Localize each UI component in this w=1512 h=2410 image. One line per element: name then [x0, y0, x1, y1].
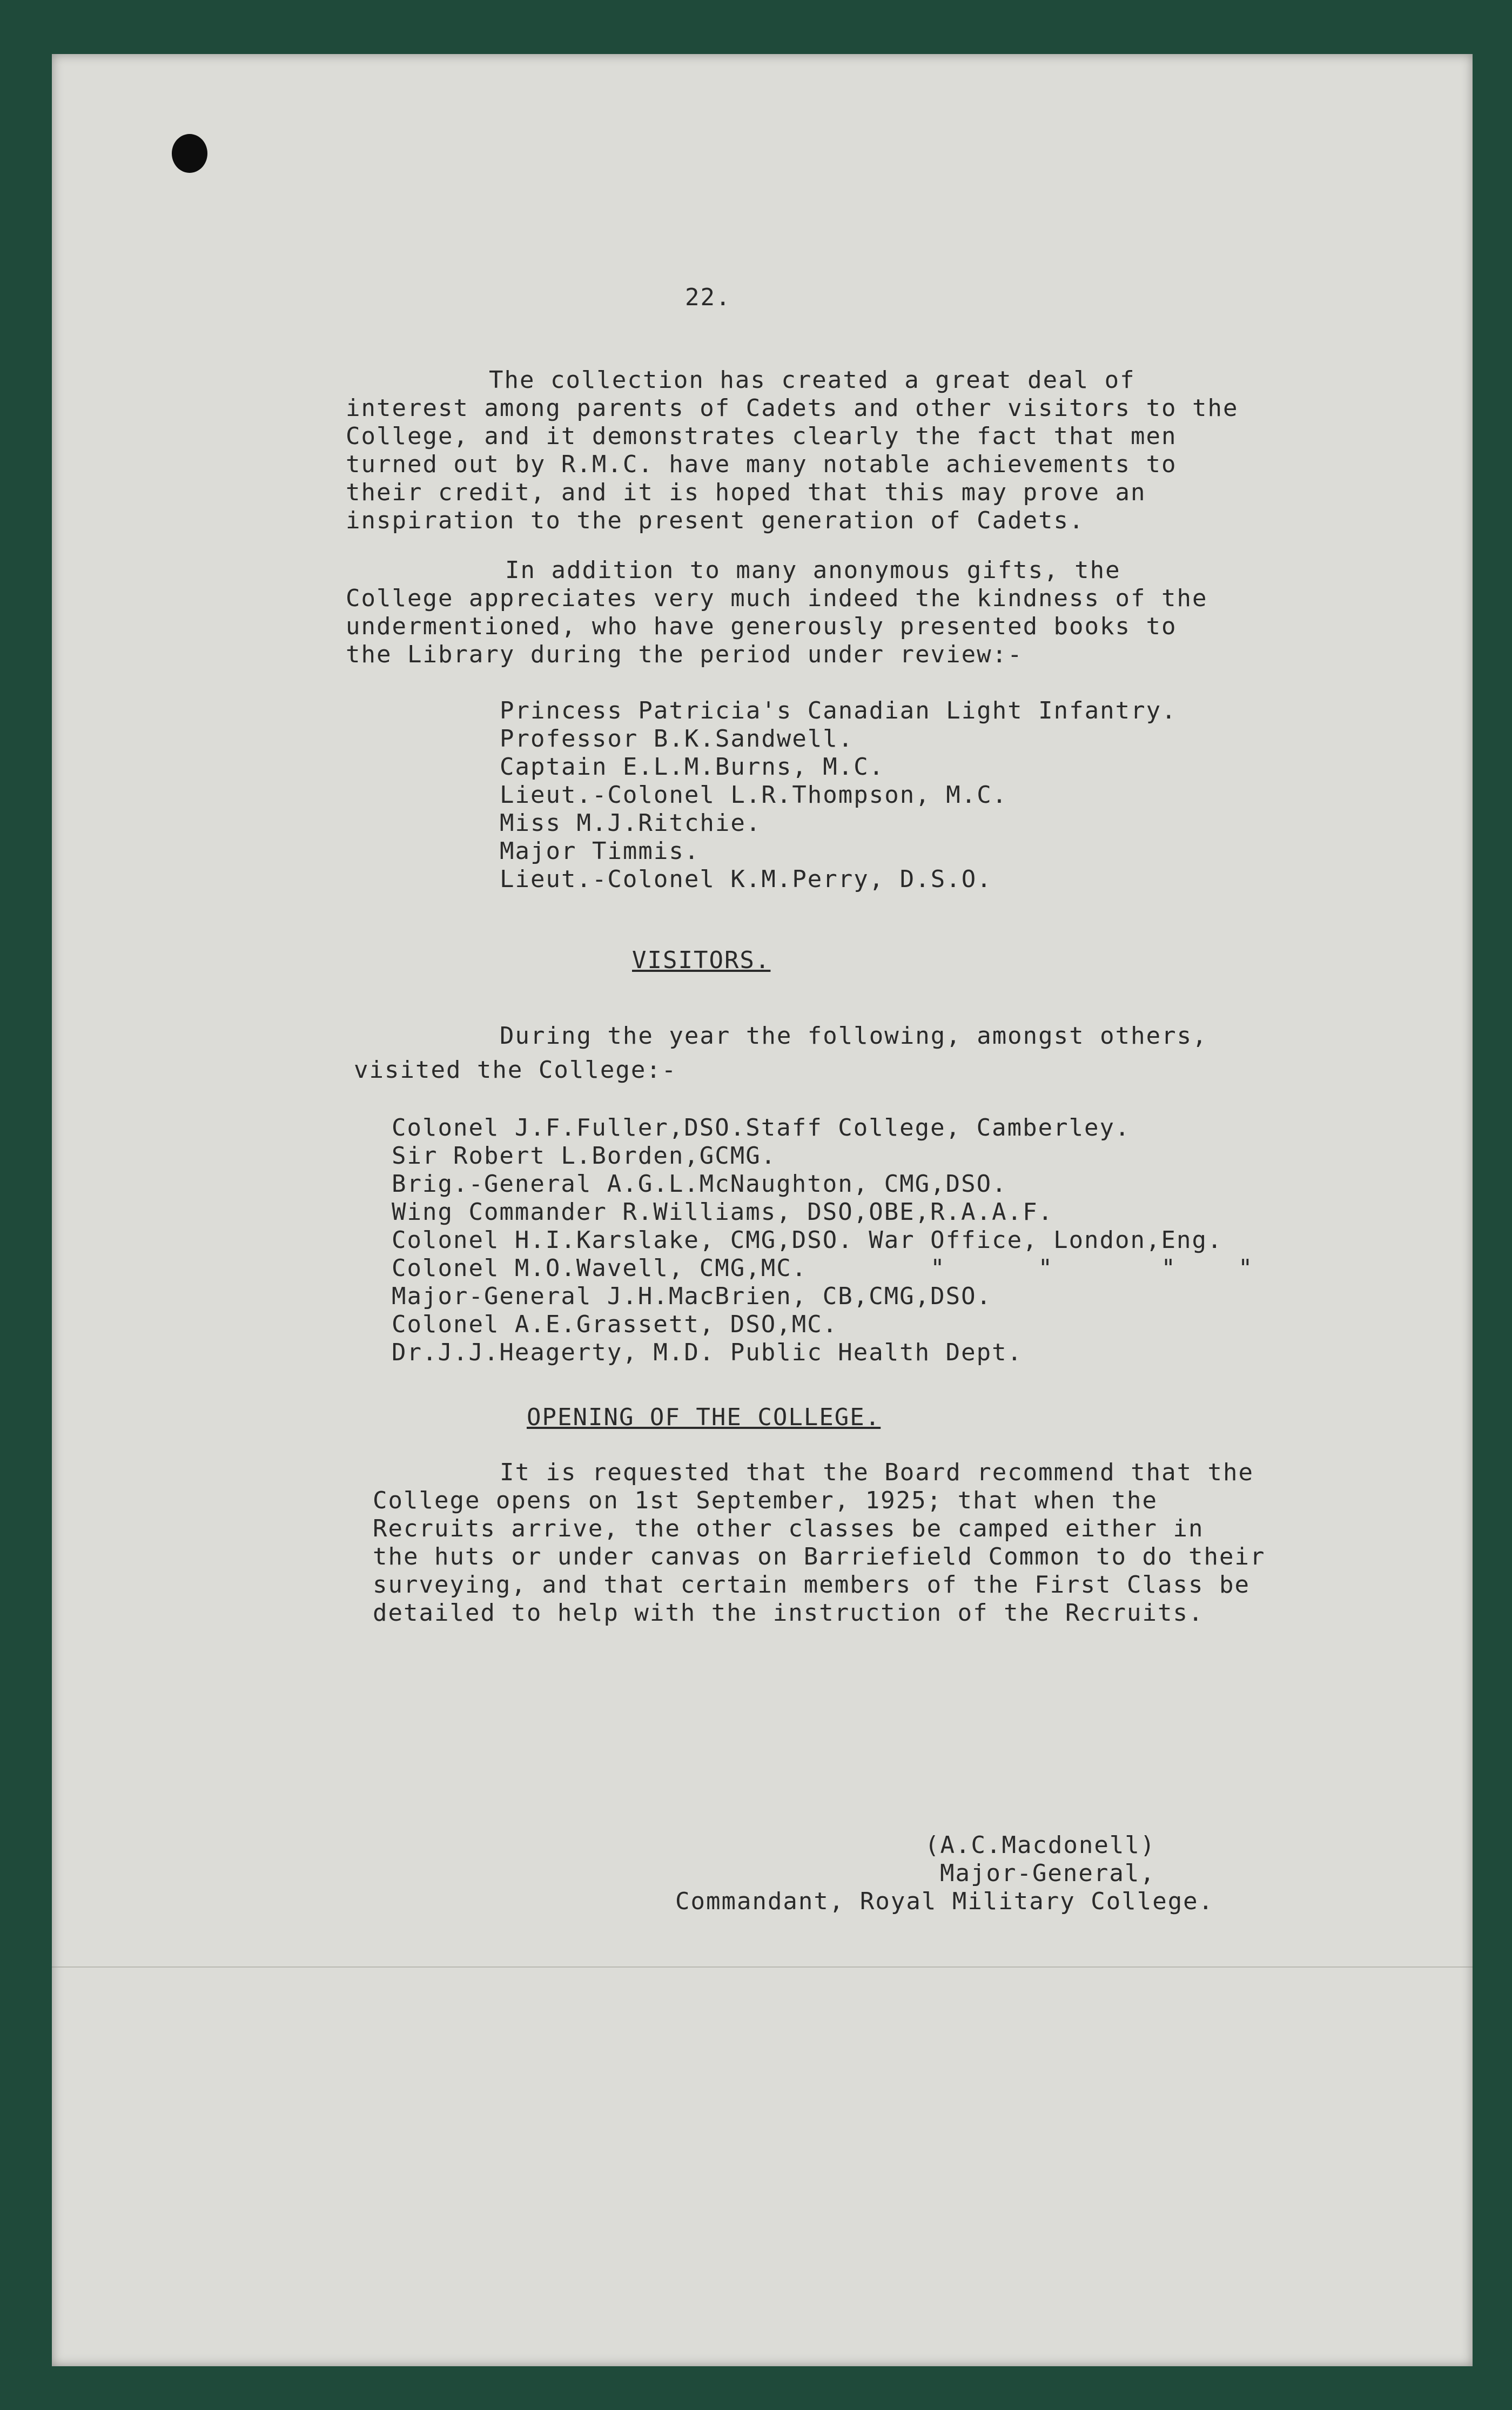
- paragraph1-line: inspiration to the present generation of Cadets.: [346, 507, 1085, 534]
- visitors-heading: VISITORS.: [632, 946, 771, 974]
- signature-title: Commandant, Royal Military College.: [675, 1888, 1214, 1915]
- visitor-item: Colonel M.O.Wavell, CMG,MC. " " " ": [392, 1254, 1254, 1282]
- paragraph2-line: the Library during the period under review:-: [346, 641, 1023, 668]
- visitor-item: Sir Robert L.Borden,GCMG.: [392, 1142, 777, 1170]
- donor-item: Major Timmis.: [500, 837, 700, 865]
- visitors-intro-line: During the year the following, amongst others,: [500, 1022, 1208, 1050]
- signature-name: (A.C.Macdonell): [925, 1831, 1156, 1859]
- paragraph1-line: turned out by R.M.C. have many notable achievements to: [346, 451, 1177, 478]
- paragraph3-line: It is requested that the Board recommend that the: [500, 1459, 1254, 1486]
- paragraph1-line: their credit, and it is hoped that this may prove an: [346, 479, 1146, 506]
- punch-hole: [172, 134, 207, 173]
- donor-item: Lieut.-Colonel K.M.Perry, D.S.O.: [500, 865, 992, 893]
- page-number: 22.: [685, 284, 731, 311]
- paragraph3-line: Recruits arrive, the other classes be camped either in: [373, 1515, 1204, 1542]
- paragraph3-line: the huts or under canvas on Barriefield Common to do their: [373, 1543, 1266, 1570]
- opening-heading: OPENING OF THE COLLEGE.: [527, 1404, 881, 1431]
- visitor-item: Colonel A.E.Grassett, DSO,MC.: [392, 1311, 838, 1338]
- paragraph2-line: undermentioned, who have generously presented books to: [346, 613, 1177, 640]
- paragraph1-line: College, and it demonstrates clearly the fact that men: [346, 422, 1177, 450]
- visitor-item: Colonel H.I.Karslake, CMG,DSO. War Office, London,Eng.: [392, 1226, 1223, 1254]
- visitor-item: Dr.J.J.Heagerty, M.D. Public Health Dept.: [392, 1339, 1023, 1366]
- visitor-item: Wing Commander R.Williams, DSO,OBE,R.A.A.F.: [392, 1198, 1054, 1226]
- donor-item: Captain E.L.M.Burns, M.C.: [500, 753, 885, 781]
- donor-item: Princess Patricia's Canadian Light Infantry.: [500, 697, 1177, 724]
- visitor-item: Brig.-General A.G.L.McNaughton, CMG,DSO.: [392, 1170, 1007, 1198]
- paragraph1-line: The collection has created a great deal of: [489, 366, 1135, 394]
- donor-item: Lieut.-Colonel L.R.Thompson, M.C.: [500, 781, 1008, 809]
- signature-rank: Major-General,: [940, 1859, 1155, 1887]
- visitors-intro-line: visited the College:-: [354, 1056, 677, 1084]
- paragraph2-line: College appreciates very much indeed the kindness of the: [346, 585, 1208, 612]
- paragraph3-line: College opens on 1st September, 1925; that when the: [373, 1487, 1158, 1514]
- donor-item: Professor B.K.Sandwell.: [500, 725, 854, 753]
- donor-item: Miss M.J.Ritchie.: [500, 809, 762, 837]
- paragraph2-line: In addition to many anonymous gifts, the: [505, 556, 1121, 584]
- paragraph3-line: surveying, and that certain members of the First Class be: [373, 1571, 1250, 1599]
- visitor-item: Major-General J.H.MacBrien, CB,CMG,DSO.: [392, 1283, 992, 1310]
- paragraph1-line: interest among parents of Cadets and other visitors to the: [346, 394, 1239, 422]
- fold-line: [52, 1966, 1473, 1968]
- paragraph3-line: detailed to help with the instruction of the Recruits.: [373, 1599, 1204, 1627]
- visitor-item: Colonel J.F.Fuller,DSO.Staff College, Camberley.: [392, 1114, 1131, 1142]
